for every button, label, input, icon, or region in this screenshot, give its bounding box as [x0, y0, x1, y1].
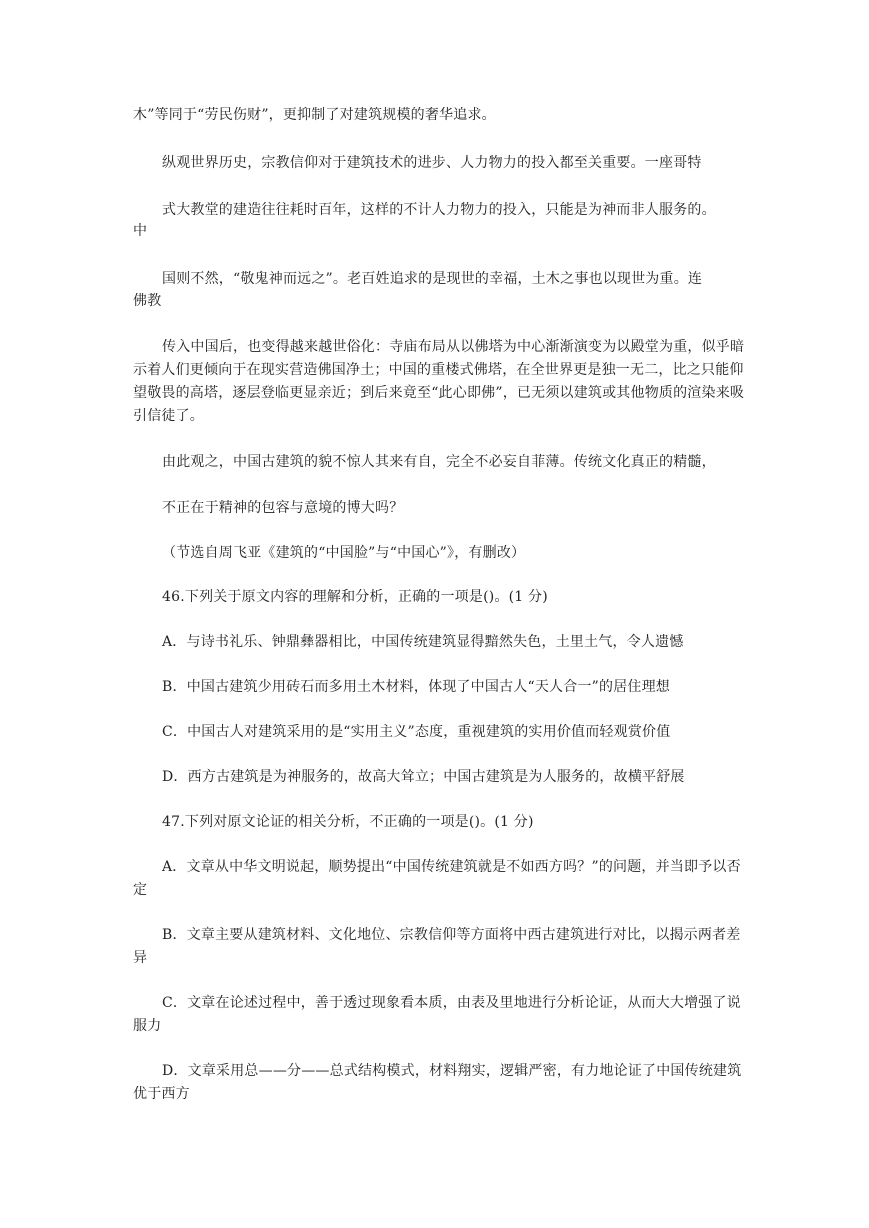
- source-citation: （节选自周飞亚《建筑的“中国脸”与“中国心”》，有删改）: [162, 545, 526, 561]
- question-46-option-a: A．与诗书礼乐、钟鼎彝器相比，中国传统建筑显得黯然失色，土里土气，令人遗憾: [162, 634, 684, 650]
- paragraph-conclusion-line-1: 由此观之，中国古建筑的貌不惊人其来有自，完全不必妄自菲薄。传统文化真正的精髓，: [162, 454, 716, 470]
- paragraph-intro-tail: 木”等同于“劳民伤财”，更抑制了对建筑规模的奢华追求。: [133, 107, 496, 123]
- question-47-option-b: B．文章主要从建筑材料、文化地位、宗教信仰等方面将中西古建筑进行对比，以揭示两者差异: [133, 927, 741, 966]
- paragraph-religion-block: 传入中国后，也变得越来越世俗化：寺庙布局从以佛塔为中心渐渐演变为以殿堂为重，似乎暗示着人们更倾向于在现实营造佛国净土；中国的重楼式佛塔，在全世界更是独一无二，比之只能仰望敬畏的高塔，逐层登临更显亲近；到后来竟至“此心即佛”，已无须以建筑或其他物质的渲染来吸引信徒了。: [133, 339, 745, 424]
- paragraph-religion-line-4: 国则不然，“敬鬼神而远之”。老百姓追求的是现世的幸福，土木之事也以现世为重。连: [162, 271, 703, 287]
- paragraph-religion-line-2: 式大教堂的建造往往耗时百年，这样的不计人力物力的投入，只能是为神而非人服务的。: [162, 202, 716, 218]
- paragraph-religion-line-1: 纵观世界历史，宗教信仰对于建筑技术的进步、人力物力的投入都至关重要。一座哥特: [162, 155, 702, 171]
- question-46-option-c: C．中国古人对建筑采用的是“实用主义”态度，重视建筑的实用价值而轻观赏价值: [162, 724, 671, 740]
- question-46-option-d: D．西方古建筑是为神服务的，故高大耸立；中国古建筑是为人服务的，故横平舒展: [162, 769, 685, 785]
- paragraph-religion-line-3: 中: [133, 223, 148, 239]
- question-47-option-c: C．文章在论述过程中，善于透过现象看本质，由表及里地进行分析论证，从而大大增强了说服力: [133, 995, 741, 1034]
- question-46-stem: 46.下列关于原文内容的理解和分析，正确的一项是()。(1 分): [162, 589, 548, 605]
- paragraph-conclusion-line-2: 不正在于精神的包容与意境的博大吗？: [162, 500, 404, 516]
- question-47-stem: 47.下列对原文论证的相关分析，不正确的一项是()。(1 分): [162, 814, 534, 830]
- question-47-option-a: A．文章从中华文明说起，顺势提出“中国传统建筑就是不如西方吗？”的问题，并当即予以否定: [133, 859, 741, 898]
- question-47-option-d: D．文章采用总——分——总式结构模式，材料翔实，逻辑严密，有力地论证了中国传统建筑优于西方: [133, 1063, 742, 1102]
- paragraph-religion-line-5: 佛教: [133, 293, 162, 309]
- question-46-option-b: B．中国古建筑少用砖石而多用土木材料，体现了中国古人“天人合一”的居住理想: [162, 679, 671, 695]
